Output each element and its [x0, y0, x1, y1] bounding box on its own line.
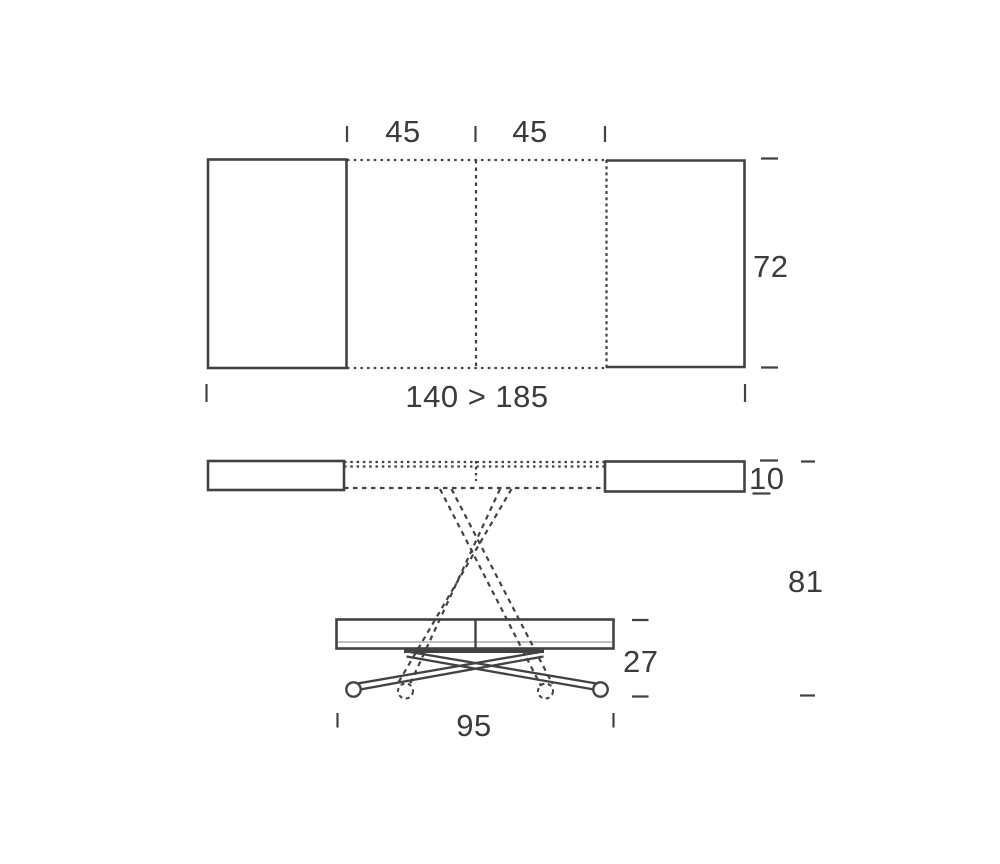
- label-open-height: 81: [788, 564, 824, 599]
- open-foot-left-dashed: [398, 684, 413, 699]
- open-top-right-slab: [605, 462, 745, 492]
- label-extension-left: 45: [385, 114, 421, 149]
- side-view-closed: [337, 620, 614, 697]
- closed-leg-left-lower: [360, 657, 544, 690]
- label-depth: 72: [753, 249, 789, 284]
- top-view: [207, 126, 779, 402]
- open-legs-dashed: [398, 489, 554, 699]
- open-leg-right-inner: [452, 489, 553, 684]
- label-length-range: 140 > 185: [405, 379, 549, 414]
- closed-foot-left: [346, 682, 360, 696]
- closed-foot-right: [593, 682, 607, 696]
- closed-leg-right-upper: [410, 652, 597, 684]
- label-closed-height: 27: [623, 644, 659, 679]
- label-extension-right: 45: [512, 114, 548, 149]
- closed-leg-right-lower: [407, 657, 595, 690]
- label-closed-length: 95: [456, 708, 492, 743]
- label-top-thickness: 10: [749, 461, 785, 496]
- top-view-left-leaf: [208, 160, 347, 369]
- closed-legs: [358, 652, 597, 690]
- side-view-open: [208, 461, 745, 492]
- closed-leg-left-upper: [358, 652, 541, 684]
- top-view-right-leaf: [606, 161, 745, 368]
- open-top-left-slab: [208, 461, 344, 490]
